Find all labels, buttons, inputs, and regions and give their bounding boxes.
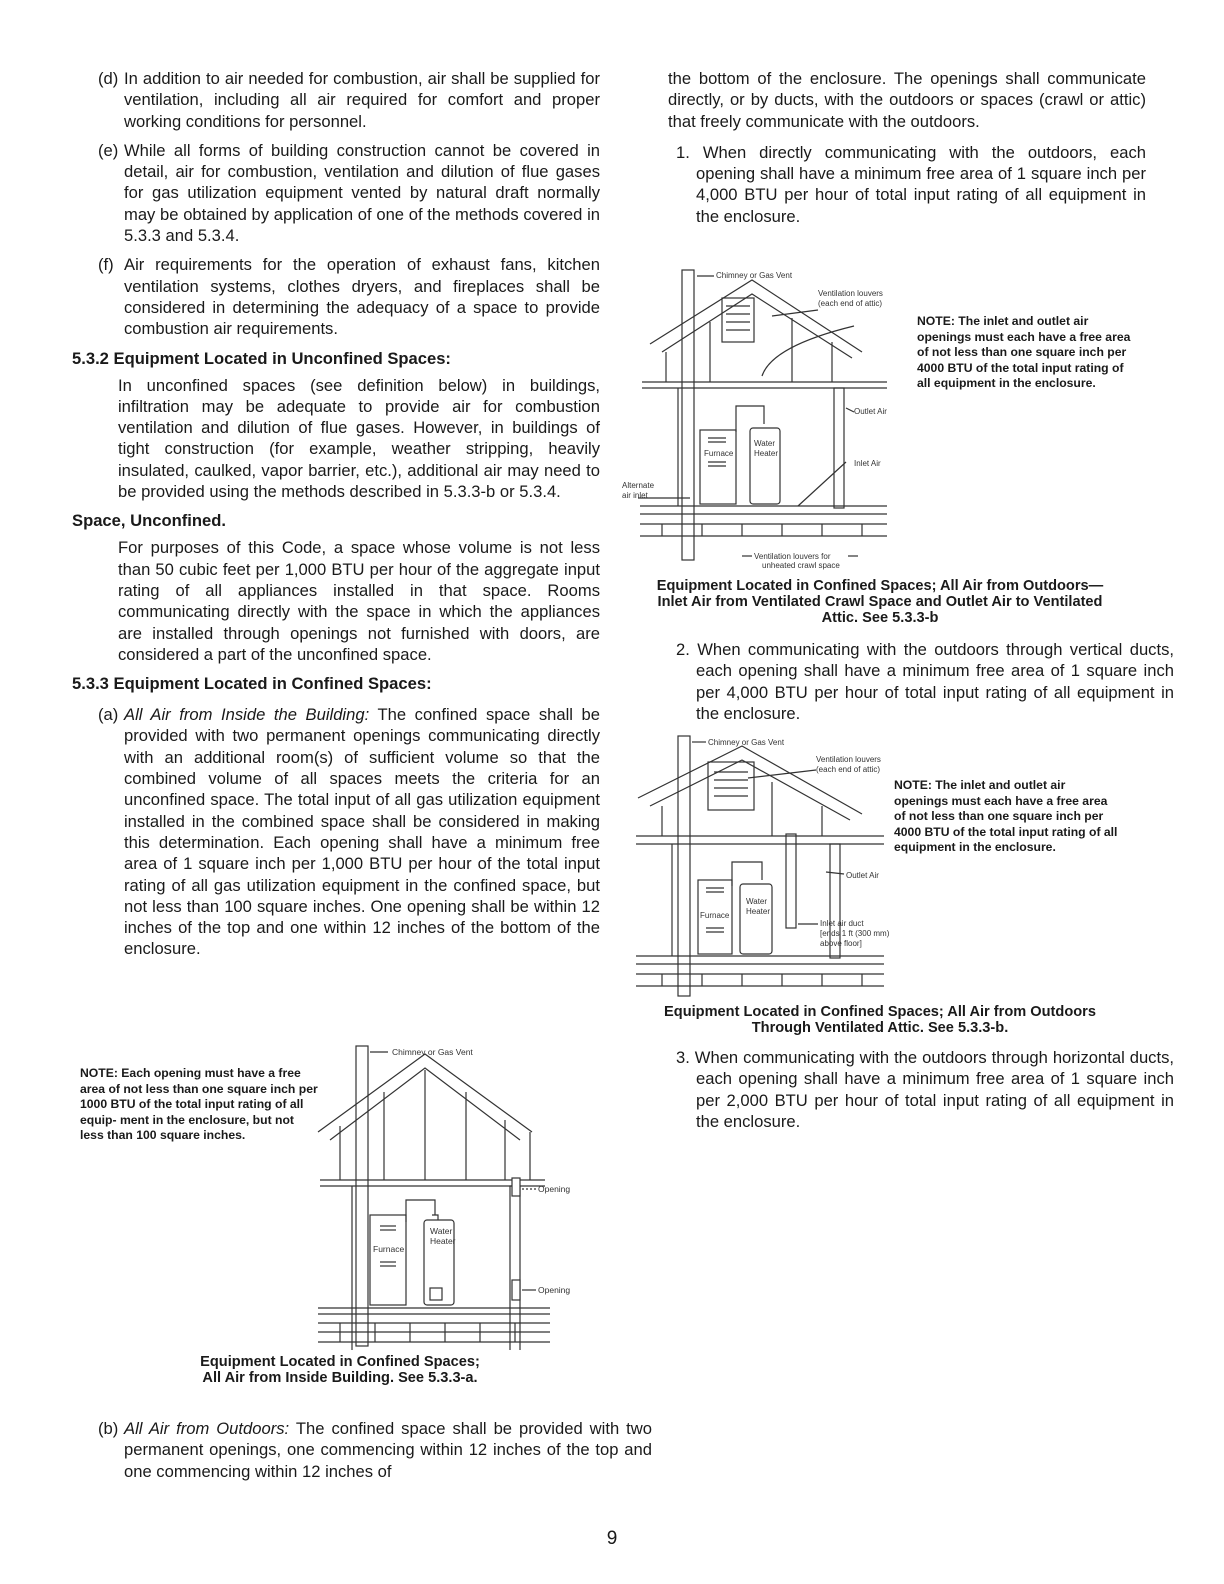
heading-532: 5.3.2 Equipment Located in Unconfined Spaces: (72, 348, 451, 368)
item-text: When communicating with the outdoors through vertical ducts, each opening shall have a minimum free area of 1 square inch per 4,000 BTU per hour of total input rating of all equipment in the enclosure. (696, 640, 1174, 723)
list-item-1 (668, 142, 1146, 227)
item-label: (e) (98, 140, 119, 160)
item-label: (f) (98, 255, 114, 275)
label-louvers-2: (each end of attic) (816, 765, 881, 774)
item-label: (d) (98, 69, 119, 88)
paragraph-b (72, 1418, 652, 1482)
item-text: Air requirements for the operation of exhaust fans, kitchen ventilation systems, clothes dryers, and fireplaces shall be considered in determining the adequacy of a space to provide combustion air requirements. (124, 255, 600, 339)
furnace-shape (700, 430, 736, 504)
caption-line-1: Equipment Located in Confined Spaces; (200, 1354, 480, 1370)
chimney-shape (682, 270, 694, 560)
item-label: 2. (676, 640, 690, 659)
right-column (668, 68, 1146, 227)
caption-line-1: Equipment Located in Confined Spaces; All Air from Outdoors (664, 1004, 1096, 1020)
left-column (72, 68, 600, 968)
label-inlet-duct-1: Inlet air duct (820, 919, 864, 928)
item-title: All Air from Outdoors: (124, 1419, 290, 1438)
caption-line-2: Through Ventilated Attic. See 5.3.3-b. (751, 1020, 1009, 1037)
label-furnace: Furnace (700, 911, 730, 920)
label-opening-top: Opening (538, 1184, 571, 1194)
paragraph-d (72, 68, 600, 132)
label-inlet-duct-3: above floor] (820, 939, 862, 948)
paragraph-532: In unconfined spaces (see definition below) in buildings, infiltration may be adequate to provide air for combustion ventilation and dilution of flue gases. However, in buildings of tight construction (for example, weather stripping, heavily insulated, caulked, vapor barrier, etc.), additional air may need to be provided using the methods described in 5.3.3-b or 5.3.4. (118, 375, 600, 502)
item-title: All Air from Inside the Building: (124, 705, 370, 725)
item-text: While all forms of building construction cannot be covered in detail, air for combustion, ventilation and dilution of flue gases for gas utilization equipment vented by natural draft normally may be obtained by application of one of the methods covered in 5.3.3 and 5.3.4. (124, 140, 600, 246)
label-outlet-air: Outlet Air (846, 871, 879, 880)
label-water: Water (430, 1226, 453, 1236)
label-alternate-2: air inlet (622, 491, 648, 500)
heading-space-unconfined: Space, Unconfined. (72, 511, 226, 531)
label-outlet-air: Outlet Air (854, 407, 887, 416)
label-crawl-2: unheated crawl space (762, 561, 840, 570)
paragraph-space-unconfined: For purposes of this Code, a space whose volume is not less than 50 cubic feet per 1,000 BTU per hour of the aggregate input rating of all appliances installed in that space. Rooms communicating directly with the space in which the appliances are installed through openings not furnished with doors, are considered a part of the unconfined space. (118, 538, 600, 664)
label-inlet-duct-2: [ends 1 ft (300 mm) (820, 929, 890, 938)
figure-confined-crawl-attic (622, 266, 912, 572)
louver-shape (722, 298, 754, 342)
label-alternate-1: Alternate (622, 481, 655, 490)
caption-figure-2 (612, 578, 1148, 627)
label-furnace: Furnace (704, 449, 734, 458)
label-louvers-1: Ventilation louvers (816, 755, 881, 764)
label-furnace: Furnace (373, 1244, 405, 1254)
item-label: (a) (98, 705, 119, 725)
item-label: (b) (98, 1419, 119, 1438)
label-crawl-1: Ventilation louvers for (754, 552, 831, 561)
paragraph-a (72, 704, 600, 960)
label-heater: Heater (746, 907, 771, 916)
item-label: 3. (676, 1048, 690, 1067)
caption-line-1: Equipment Located in Confined Spaces; All Air from Outdoors— (656, 578, 1104, 594)
paragraph-b-continued: the bottom of the enclosure. The openings shall communicate directly, or by ducts, with the outdoors or spaces (crawl or attic) that freely communicate with the outdoors. (668, 69, 1146, 131)
water-heater-shape (740, 884, 772, 954)
label-chimney: Chimney or Gas Vent (708, 738, 785, 747)
item-text: The confined space shall be provided with two permanent openings communicating directly with an additional room(s) of sufficient volume so that the combined volume of all spaces meets the criteria for an unconfined space. The total input of all gas utilization equipment installed in the combined space shall be considered in making this determination. Each opening shall have a minimum free area of 1 square inch per 1,000 BTU per hour of the total input rating of all gas utilization equipment in the confined space, but not less than 100 square inches. One opening shall be within 12 inches of the top and one within 12 inches of the bottom of the enclosure. (124, 705, 600, 959)
label-chimney: Chimney or Gas Vent (392, 1047, 473, 1057)
inlet-duct-shape (786, 834, 796, 928)
item-text: When communicating with the outdoors through horizontal ducts, each opening shall have a minimum free area of 1 square inch per 2,000 BTU per hour of total input rating of all equipment in the enclosure. (694, 1048, 1174, 1131)
caption-line-3: Attic. See 5.3.3-b (821, 610, 939, 627)
label-louvers-1: Ventilation louvers (818, 289, 883, 298)
caption-line-2: Inlet Air from Ventilated Crawl Space and Outlet Air to Ventilated (657, 594, 1103, 611)
caption-figure-3 (612, 1004, 1148, 1036)
furnace-shape (370, 1215, 406, 1305)
label-louvers-2: (each end of attic) (818, 299, 883, 308)
caption-line-2: All Air from Inside Building. See 5.3.3-a. (202, 1370, 478, 1387)
label-heater: Heater (754, 449, 779, 458)
caption-figure-1 (120, 1354, 560, 1386)
label-water: Water (754, 439, 776, 448)
list-item-2 (668, 639, 1174, 724)
chimney-shape (356, 1046, 368, 1346)
label-water: Water (746, 897, 768, 906)
page-number: 9 (606, 1528, 618, 1549)
label-chimney: Chimney or Gas Vent (716, 271, 793, 280)
heading-533: 5.3.3 Equipment Located in Confined Spaces: (72, 674, 432, 694)
label-inlet-air: Inlet Air (854, 459, 881, 468)
note-figure-3: NOTE: The inlet and outlet air openings must each have a free area of not less than one square inch per 4000 BTU of the total input rating of all equipment in the enclosure. (894, 778, 1118, 855)
figure-confined-inside (300, 1040, 600, 1350)
figure-confined-vertical-ducts (622, 734, 902, 1000)
louver-shape (708, 762, 754, 810)
item-label: 1. (676, 142, 690, 162)
label-heater: Heater (430, 1236, 456, 1246)
note-figure-2: NOTE: The inlet and outlet air openings must each have a free area of not less than one square inch per 4000 BTU of the total input rating of all equipment in the enclosure. (917, 314, 1131, 391)
label-opening-bottom: Opening (538, 1285, 571, 1295)
item-text: The confined space shall be provided with two permanent openings, one commencing within 12 inches of the top and one commencing within 12 inches of (124, 1419, 652, 1481)
item-text: When directly communicating with the outdoors, each opening shall have a minimum free area of 1 square inch per 4,000 BTU per hour of total input rating of all equipment in the enclosure. (696, 142, 1146, 226)
item-text: In addition to air needed for combustion, air shall be supplied for ventilation, including all air required for comfort and proper working conditions for personnel. (124, 69, 600, 131)
list-item-3 (668, 1047, 1174, 1132)
note-figure-1: NOTE: Each opening must have a free area of not less than one square inch per 1000 BTU of the total input rating of all equip- ment in the enclosure, but not less than 100 square inches. (80, 1066, 318, 1143)
paragraph-f (72, 254, 600, 339)
paragraph-e (72, 140, 600, 246)
